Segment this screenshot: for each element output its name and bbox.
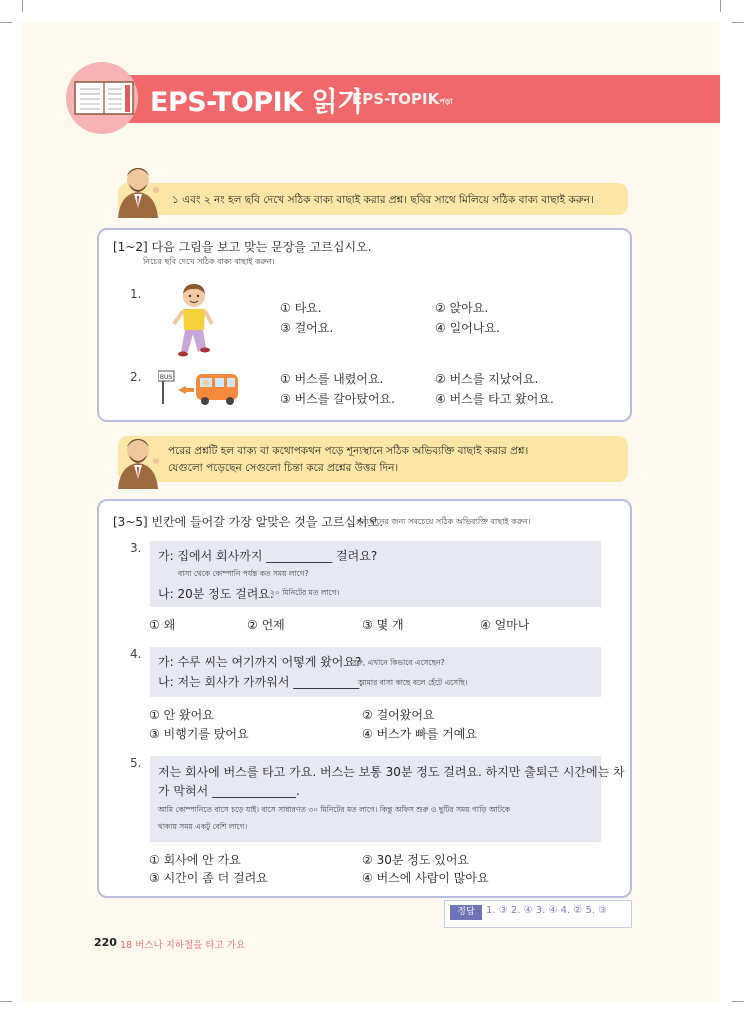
question-number: 4. xyxy=(130,647,142,661)
crop-mark xyxy=(720,0,721,12)
page-subtitle: EPS-TOPIKপড়া xyxy=(352,90,453,108)
q5-line-1: 저는 회사에 버스를 타고 가요. 버스는 보통 30분 정도 걸려요. 하지만 출퇴근 시간에는 차 xyxy=(158,765,625,779)
question-number: 5. xyxy=(130,756,142,770)
q4-option-3: ③ 비행기를 탔어요 xyxy=(149,727,249,741)
q2-option-1: ① 버스를 내렸어요. xyxy=(280,372,384,386)
section-heading-1-2: [1~2] 다음 그림을 보고 맞는 문장을 고르십시오. xyxy=(113,240,372,254)
bus-stop-illustration xyxy=(158,368,242,408)
q3-line-1-translation: বাসা থেকে কোম্পানি পর্যন্ত কত সময় লাগে? xyxy=(178,569,309,578)
q4-option-4: ④ 버스가 빠를 거예요 xyxy=(362,727,477,741)
section-heading-3-5: [3~5] 빈칸에 들어갈 가장 알맞은 것을 고르십시오. xyxy=(113,515,384,529)
q3-option-3: ③ 몇 개 xyxy=(362,618,404,632)
q3-line-2-translation: ২০ মিনিটের মত লাগে। xyxy=(270,588,340,597)
q4-line-1-translation: সুরু, এখানে কিভাবে এসেছেন? xyxy=(352,658,445,667)
q4-line-2-translation: আমার বাসা কাছে বলে হেঁটে এসেছি। xyxy=(358,678,468,687)
instruction-text-1: ১ এবং ২ নং হল ছবি দেখে সঠিক বাক্য বাছাই করার প্রশ্ন। ছবির সাথে মিলিয়ে সঠিক বাক্য বাছাই করুন। xyxy=(172,194,594,206)
section-subheading-1-2: নিচের ছবি দেখে সঠিক বাক্য বাছাই করুন। xyxy=(143,257,275,266)
q3-option-1: ① 왜 xyxy=(149,618,176,632)
crop-mark xyxy=(0,22,12,23)
page-number: 220 xyxy=(94,936,117,949)
q2-option-3: ③ 버스를 갈아탔어요. xyxy=(280,392,395,406)
page-title: EPS-TOPIK 읽기 xyxy=(150,87,363,118)
q4-line-2: 나: 저는 회사가 가까워서 ___________. xyxy=(158,675,364,689)
q5-line-2: 가 막혀서 ______________. xyxy=(158,784,300,798)
answer-key-text: 1. ③ 2. ④ 3. ④ 4. ② 5. ③ xyxy=(486,905,608,916)
bus-stop-sign: BUS xyxy=(159,374,173,381)
question-number: 3. xyxy=(130,541,142,555)
teacher-avatar xyxy=(112,160,164,218)
walking-boy-illustration xyxy=(168,282,220,358)
crop-mark xyxy=(732,1001,744,1002)
question-number: 1. xyxy=(130,287,142,301)
q1-option-2: ② 앉아요. xyxy=(435,301,489,315)
q4-option-1: ① 안 왔어요 xyxy=(149,708,214,722)
instruction-text-2b: যেগুলো পড়েছেন সেগুলো চিন্তা করে প্রশ্নের উত্তর দিন। xyxy=(168,462,399,474)
q5-translation-2: থাকায় সময় একটু বেশি লাগে। xyxy=(158,822,248,831)
q1-option-3: ③ 걸어요. xyxy=(280,321,334,335)
chapter-title: 18 버스나 지하철을 타고 가요 xyxy=(120,940,246,951)
answer-key-label: 정답 xyxy=(450,905,482,920)
q5-translation-1: আমি কোম্পানিতে বাসে চড়ে যাই। বাসে সাধারণত ৩০ মিনিটের মত লাগে। কিন্তু অফিস শুরু ও ছুটির সময় গাড়ি আটকে xyxy=(158,805,511,814)
book-icon xyxy=(74,80,134,116)
q2-option-2: ② 버스를 지났어요. xyxy=(435,372,539,386)
section-subheading-3-5: শূন্যস্থানের জন্য সবচেয়ে সঠিক অভিব্যক্তি বাছাই করুন। xyxy=(357,517,531,526)
q3-line-1: 가: 집에서 회사까지 ___________ 걸려요? xyxy=(158,549,378,563)
q5-option-3: ③ 시간이 좀 더 걸려요 xyxy=(149,871,268,885)
q4-option-2: ② 걸어왔어요 xyxy=(362,708,435,722)
q3-option-4: ④ 얼마나 xyxy=(480,618,530,632)
q2-option-4: ④ 버스를 타고 왔어요. xyxy=(435,392,554,406)
q5-option-1: ① 회사에 안 가요 xyxy=(149,853,241,867)
q5-option-2: ② 30분 정도 있어요 xyxy=(362,853,470,867)
q1-option-4: ④ 일어나요. xyxy=(435,321,500,335)
q3-line-2: 나: 20분 정도 걸려요. xyxy=(158,587,274,601)
q5-option-4: ④ 버스에 사람이 많아요 xyxy=(362,871,489,885)
q4-line-1: 가: 수루 씨는 여기까지 어떻게 왔어요? xyxy=(158,655,362,669)
crop-mark xyxy=(22,0,23,12)
teacher-avatar xyxy=(112,431,164,489)
crop-mark xyxy=(0,1001,12,1002)
q3-option-2: ② 언제 xyxy=(247,618,285,632)
instruction-text-2a: পরের প্রশ্নটি হল বাক্য বা কথোপকথন পড়ে শূন্যস্থানে সঠিক অভিব্যক্তি বাছাই করার প্রশ্ন। xyxy=(168,445,529,457)
crop-mark xyxy=(732,22,744,23)
question-number: 2. xyxy=(130,370,142,384)
q1-option-1: ① 타요. xyxy=(280,301,322,315)
